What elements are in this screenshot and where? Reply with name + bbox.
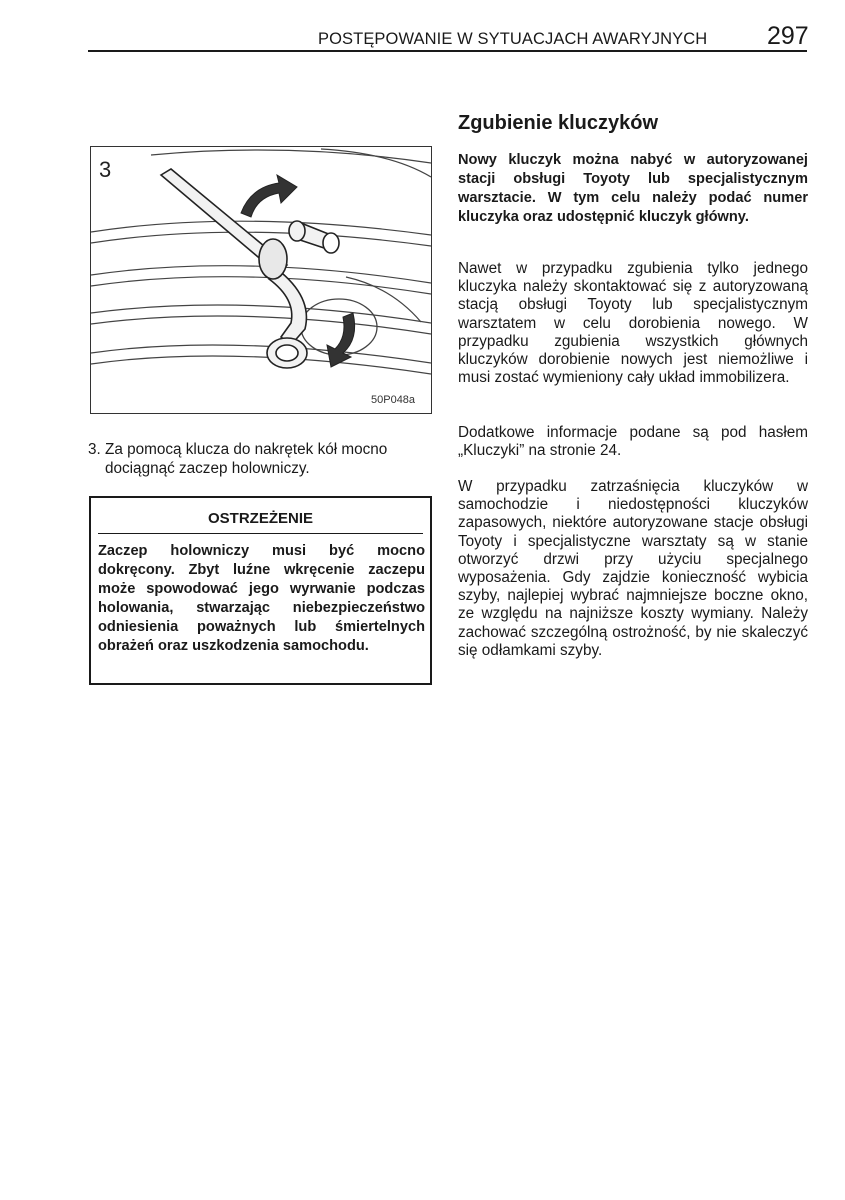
warning-text: Zaczep holowniczy musi być mocno dokręcony. Zbyt luźne wkręcenie zaczepu może spowodować jego wyrwanie podczas holowania, stwarzając niebezpieczeństwo odniesienia poważnych lub śmiertelnych obrażeń oraz uszkodzenia samochodu. <box>98 543 425 654</box>
paragraph-more-info: Dodatkowe informacje podane są pod hasłem „Kluczyki” na stronie 24. <box>458 424 808 460</box>
page-number: 297 <box>767 22 809 50</box>
figure-code: 50P048a <box>371 394 416 406</box>
header-title: POSTĘPOWANIE W SYTUACJACH AWARYJNYCH <box>318 30 708 48</box>
section-title: Zgubienie kluczyków <box>458 112 659 134</box>
header-rule <box>88 50 807 52</box>
warning-rule <box>98 533 423 534</box>
step-number: 3. <box>88 441 101 458</box>
warning-title: OSTRZEŻENIE <box>207 510 313 527</box>
figure-step-label: 3 <box>99 157 112 182</box>
paragraph-lost-keys: Nawet w przypadku zgubienia tylko jednego kluczyka należy skontaktować się z autoryzowaną stacją obsługi Toyoty lub specjalistycznym warsztatem w celu dorobienia nowego. W przypadku zgubienia wszystkich głównych kluczyków dorobienie nowych jest niemożliwe i musi zostać wymieniony cały układ immobilizera. <box>458 260 808 387</box>
wrench-drawing <box>91 147 431 413</box>
tow-hook-illustration <box>90 146 432 414</box>
paragraph-locked-keys: W przypadku zatrzaśnięcia kluczyków w samochodzie i niedostępności kluczyków zapasowych, niektóre autoryzowane stacje obsługi Toyoty i specjalistyczne warsztaty są w stanie otworzyć drzwi przy użyciu specjalnego wyposażenia. Gdy zajdzie konieczność wybicia szyby, najlepiej wybrać najmniejsze boczne okno, ze względu na najniższe koszty wymiany. Należy zachować szczególną ostrożność, by nie skaleczyć się odłamkami szyby. <box>458 478 808 659</box>
section-intro: Nowy kluczyk można nabyć w autoryzowanej stacji obsługi Toyoty lub specjalistycznym warsztacie. W tym celu należy podać numer kluczyka oraz udostępnić kluczyk główny. <box>458 152 808 225</box>
warning-box <box>89 496 432 685</box>
step-text: Za pomocą klucza do nakrętek kół mocno dociągnąć zaczep holowniczy. <box>105 441 388 477</box>
